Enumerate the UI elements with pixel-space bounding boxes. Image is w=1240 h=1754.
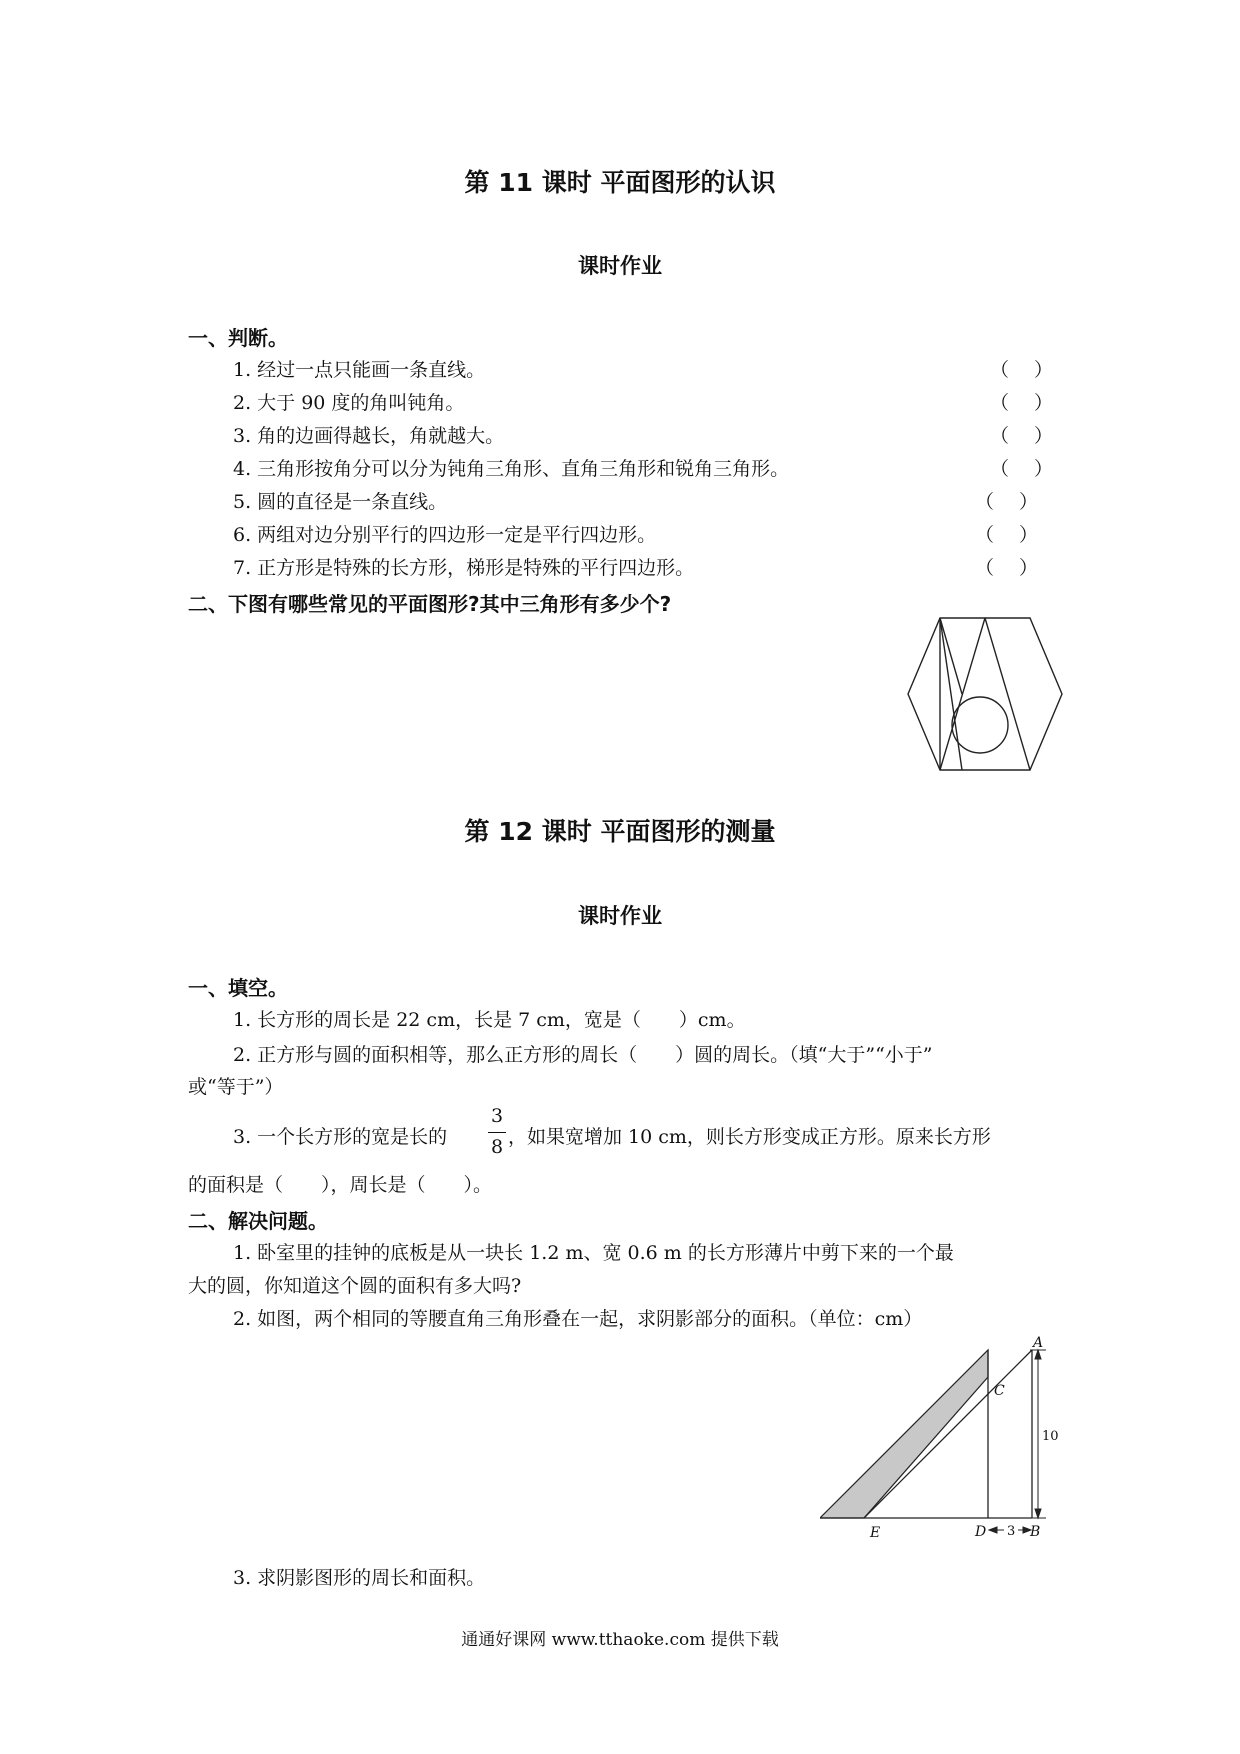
solve-q2: 2. 如图，两个相同的等腰直角三角形叠在一起，求阴影部分的面积。（单位：cm）: [233, 1308, 923, 1330]
inner-circle: [952, 697, 1008, 753]
solve-q1-line2: 大的圆，你知道这个圆的面积有多大吗?: [188, 1275, 522, 1297]
diagonal-line-2: [940, 618, 962, 694]
dim-label-3: 3: [1007, 1524, 1016, 1539]
judge-blank-1: （ ）: [990, 359, 1054, 381]
fraction-bar: [488, 1132, 506, 1133]
shaded-region: [820, 1350, 988, 1518]
lesson11-section2-heading: 二、下图有哪些常见的平面图形?其中三角形有多少个?: [188, 592, 672, 616]
dim-arrow-down: [1035, 1509, 1041, 1518]
fill-q2-line2: 或“等于”）: [188, 1076, 284, 1098]
lesson12-section2-heading: 二、解决问题。: [188, 1209, 328, 1233]
judge-item-2: 2. 大于 90 度的角叫钝角。: [233, 392, 465, 414]
label-a: A: [1033, 1335, 1044, 1351]
judge-blank-3: （ ）: [990, 425, 1054, 447]
diagonal-line-1: [940, 618, 962, 770]
judge-item-7: 7. 正方形是特殊的长方形，梯形是特殊的平行四边形。: [233, 557, 695, 579]
judge-item-6: 6. 两组对边分别平行的四边形一定是平行四边形。: [233, 524, 657, 546]
lesson11-subtitle: 课时作业: [578, 254, 662, 278]
judge-blank-6: （ ）: [975, 524, 1039, 546]
fill-q3-part1: 3. 一个长方形的宽是长的: [233, 1126, 448, 1148]
judge-blank-5: （ ）: [975, 491, 1039, 513]
fill-q3-part2: ，如果宽增加 10 cm，则长方形变成正方形。原来长方形: [508, 1126, 991, 1148]
hexagon-outline: [908, 618, 1062, 770]
judge-item-3: 3. 角的边画得越长，角就越大。: [233, 425, 505, 447]
label-c: C: [994, 1383, 1005, 1399]
label-e: E: [870, 1525, 881, 1541]
fill-q2-line1: 2. 正方形与圆的面积相等，那么正方形的周长（ ）圆的周长。（填“大于”“小于”: [233, 1044, 933, 1066]
solve-q3: 3. 求阴影图形的周长和面积。: [233, 1567, 486, 1589]
judge-item-4: 4. 三角形按角分可以分为钝角三角形、直角三角形和锐角三角形。: [233, 458, 790, 480]
dim-arrow-up: [1035, 1350, 1041, 1359]
judge-item-5: 5. 圆的直径是一条直线。: [233, 491, 448, 513]
lesson11-title: 第 11 课时 平面图形的认识: [464, 168, 776, 197]
judge-blank-2: （ ）: [990, 392, 1054, 414]
solve-q1-line1: 1. 卧室里的挂钟的底板是从一块长 1.2 m、宽 0.6 m 的长方形薄片中剪下来的一个最: [233, 1242, 954, 1264]
fill-q1: 1. 长方形的周长是 22 cm，长是 7 cm，宽是（ ）cm。: [233, 1009, 746, 1031]
fill-q3-line2: 的面积是（ ），周长是（ ）。: [188, 1174, 493, 1196]
segment-ea: [864, 1350, 1032, 1518]
lesson12-subtitle: 课时作业: [578, 904, 662, 928]
label-d: D: [975, 1524, 987, 1540]
label-b: B: [1030, 1524, 1041, 1540]
lesson12-title: 第 12 课时 平面图形的测量: [464, 817, 776, 846]
hexagon-figure: [900, 615, 1070, 775]
triangle-right-side: [985, 618, 1030, 770]
fraction-denominator: 8: [490, 1136, 504, 1158]
dim-arrow-left: [989, 1527, 997, 1533]
lesson12-section1-heading: 一、填空。: [188, 976, 288, 1000]
fraction-numerator: 3: [490, 1105, 504, 1127]
judge-item-1: 1. 经过一点只能画一条直线。: [233, 359, 486, 381]
overlapping-triangles-figure: [820, 1335, 1070, 1545]
dim-label-10: 10: [1042, 1429, 1059, 1444]
page-footer: 通通好课网 www.tthaoke.com 提供下载: [461, 1630, 779, 1650]
judge-blank-4: （ ）: [990, 458, 1054, 480]
lesson11-section1-heading: 一、判断。: [188, 326, 288, 350]
judge-blank-7: （ ）: [975, 557, 1039, 579]
